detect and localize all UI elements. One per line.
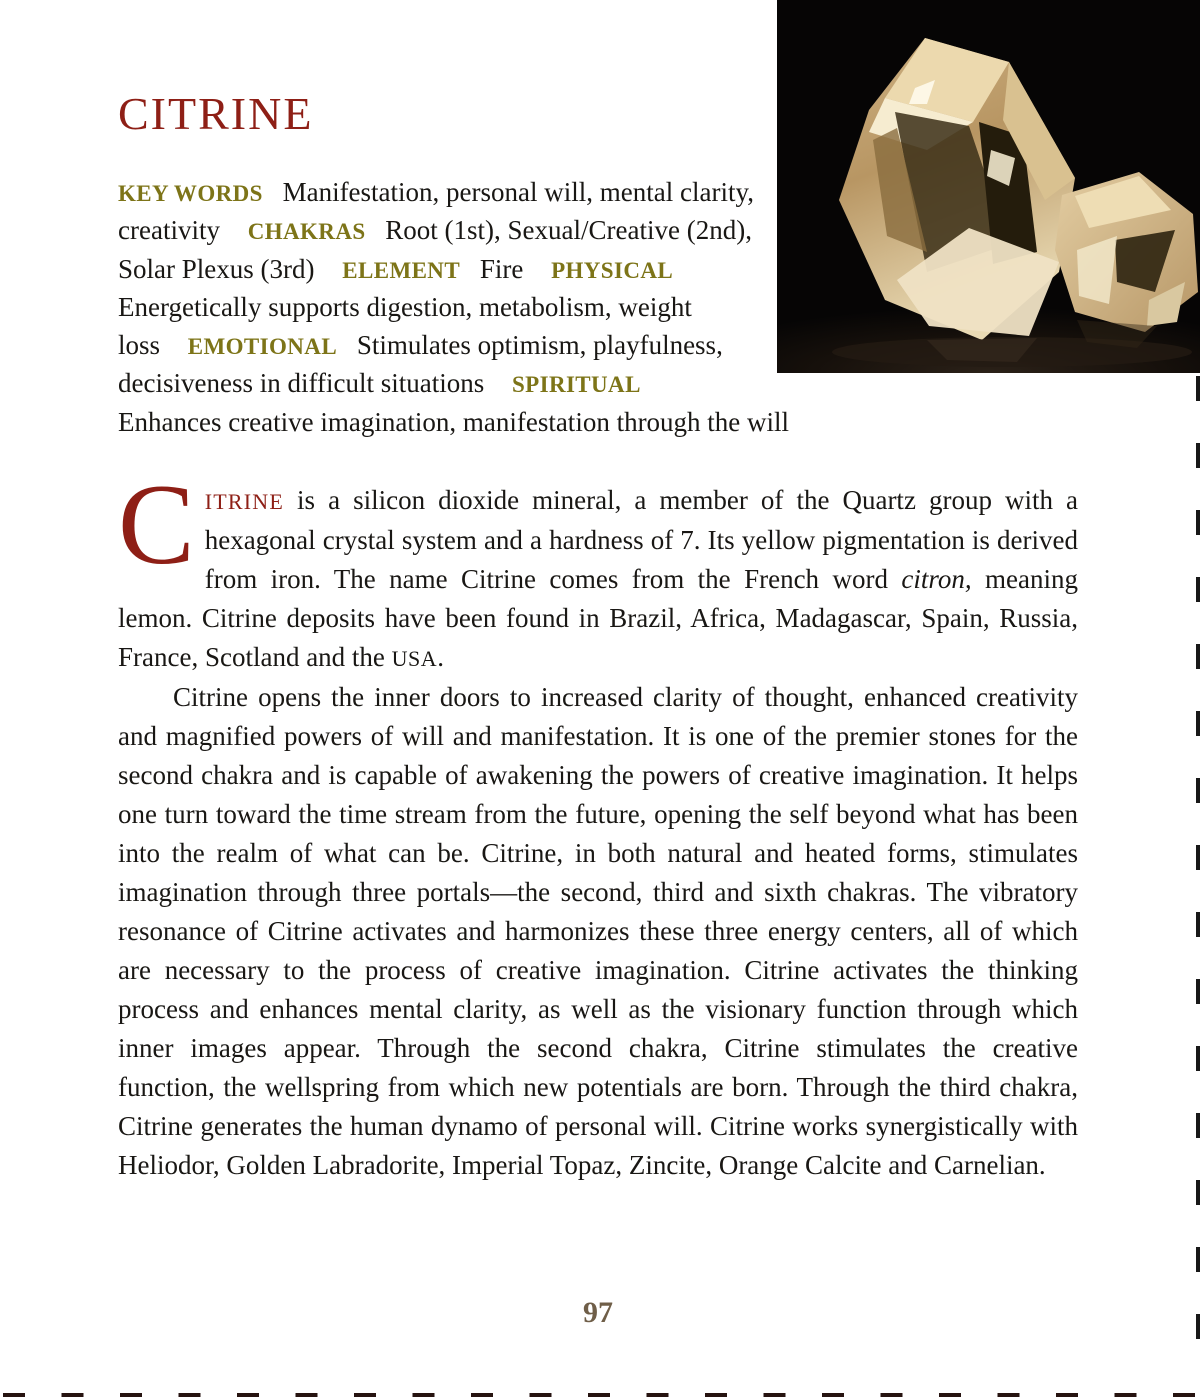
attribute-text: Root (1st), Sexual/Creative (2nd), Solar Plexus (3rd) <box>118 215 752 284</box>
attribute-label: ELEMENT <box>342 257 461 283</box>
paragraph-1 <box>118 461 1078 678</box>
page-edge-ticks-bottom <box>3 1393 1197 1397</box>
attribute-label: PHYSICAL <box>551 257 674 283</box>
attribute-text: Fire <box>479 253 524 284</box>
attribute-label: KEY WORDS <box>118 180 263 206</box>
paragraph-1-text-b: meaning lemon. Citrine deposits have been found in Brazil, Africa, Madagascar, Spain, Russia, France, Scotland and the <box>118 564 1078 673</box>
attribute-text: Stimulates optimism, playfulness, decisiveness in difficult situations <box>118 329 723 399</box>
italic-citron: citron, <box>901 564 972 595</box>
attribute-label: EMOTIONAL <box>187 333 338 359</box>
citrine-crystal-photo <box>777 0 1200 373</box>
paragraph-1-text-a: is a silicon dioxide mineral, a member of the Quartz group with a hexagonal crystal system and a hardness of 7. Its yellow pigmentation is derived from iron. The name Citrine comes from the French word <box>204 485 1078 595</box>
page-edge-ticks-right <box>1196 376 1200 1339</box>
usa-smallcaps: USA <box>391 646 438 672</box>
attribute-text: Energetically supports digestion, metabolism, weight loss <box>118 292 692 360</box>
attribute-label: CHAKRAS <box>247 219 366 245</box>
attribute-label: SPIRITUAL <box>511 372 641 398</box>
body-text <box>118 461 1078 1185</box>
attribute-text: Enhances creative imagination, manifestation through the will <box>118 406 790 437</box>
page-number: 97 <box>583 1296 613 1329</box>
citrine-crystal-illustration <box>777 0 1200 373</box>
attribute-text: Manifestation, personal will, mental clarity, creativity <box>118 176 754 246</box>
paragraph-2: Citrine opens the inner doors to increased clarity of thought, enhanced creativity and magnified powers of will and manifestation. It is one of the premier stones for the second chakra and is capable of awakening the powers of creative imagination. It helps one turn toward the time stream from the future, opening the self beyond what has been into the realm of what can be. Citrine, in both natural and heated forms, stimulates imagination through three portals—the second, third and sixth chakras. The vibratory resonance of Citrine activates and harmonizes these three energy centers, all of which are necessary to the process of creative imagination. Citrine activates the thinking process and enhances mental clarity, as well as the visionary function through which inner images appear. Through the second chakra, Citrine stimulates the creative function, the wellspring from which new potentials are born. Through the third chakra, Citrine generates the human dynamo of personal will. Citrine works synergistically with Heliodor, Golden Labradorite, Imperial Topaz, Zincite, Orange Calcite and Carnelian. <box>118 682 1078 1181</box>
lead-smallcaps: ITRINE <box>204 489 285 515</box>
paragraph-1-text-c: . <box>437 642 444 673</box>
page-title: CITRINE <box>118 88 314 139</box>
drop-cap: C <box>118 461 195 589</box>
